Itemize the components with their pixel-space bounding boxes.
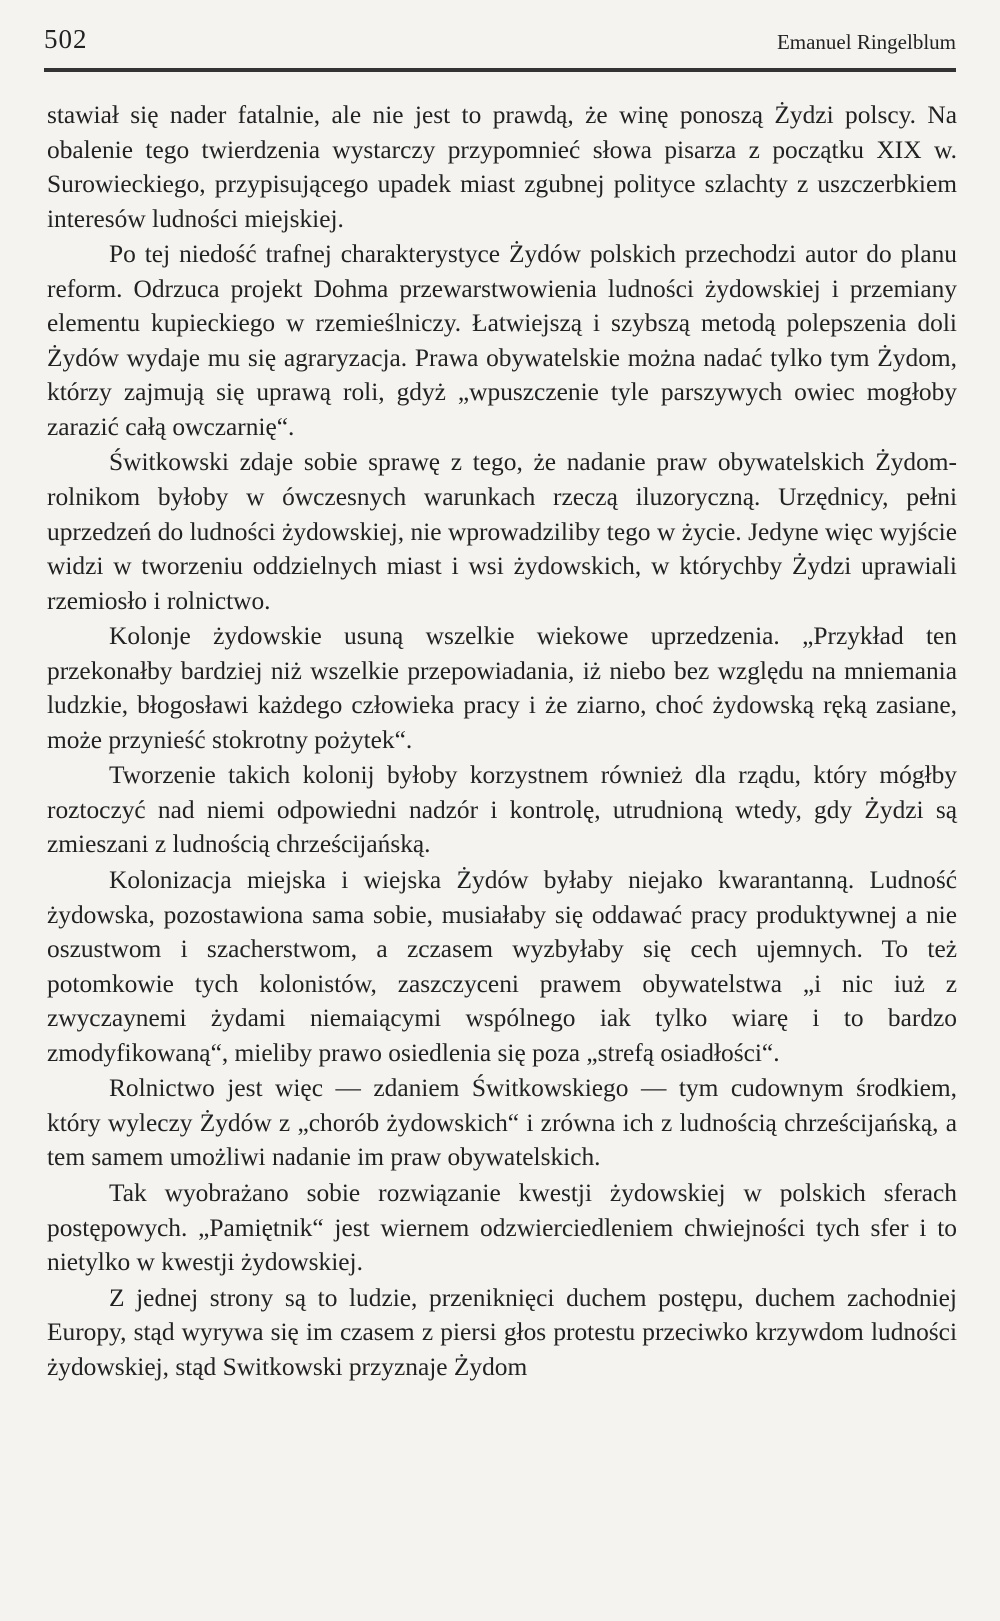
page-number: 502 bbox=[44, 24, 88, 54]
paragraph: stawiał się nader fatalnie, ale nie jest to prawdą, że winę ponoszą Żydzi polscy. Na obalenie tego twierdzenia wystarczy przypomnieć słowa pisarza z początku XIX w. Surowieckiego, przypisującego upadek miast zgubnej polityce szlachty z uszczerbkiem interesów ludności miejskiej. bbox=[47, 101, 957, 233]
running-header bbox=[44, 20, 956, 64]
paragraph: Z jednej strony są to ludzie, przeniknięci duchem postępu, duchem zachodniej Europy, stąd wyrywa się im czasem z piersi głos protestu przeciwko krzywdom ludności żydowskiej, stąd Switkowski przyznaje Żydom bbox=[47, 1283, 957, 1381]
body-text bbox=[47, 98, 957, 1384]
paragraph: Świtkowski zdaje sobie sprawę z tego, że nadanie praw obywatelskich Żydom-rolnikom byłoby w ówczesnych warunkach rzeczą iluzoryczną. Urzędnicy, pełni uprzedzeń do ludności żydowskiej, nie wprowadziliby tego w życie. Jedyne więc wyjście widzi w tworzeniu oddzielnych miast i wsi żydowskich, w którychby Żydzi uprawiali rzemiosło i rolnictwo. bbox=[47, 448, 957, 615]
paragraph: Rolnictwo jest więc — zdaniem Świtkowskiego — tym cudownym środkiem, który wyleczy Żydów z „chorób żydowskich“ i zrówna ich z ludnością chrześcijańską, a tem samem umożliwi nadanie im praw obywatelskich. bbox=[47, 1074, 957, 1172]
paragraph: Tak wyobrażano sobie rozwiązanie kwestji żydowskiej w polskich sferach postępowych. „Pamiętnik“ jest wiernem odzwierciedleniem chwiejności tych sfer i to nietylko w kwestji żydowskiej. bbox=[47, 1178, 957, 1277]
paragraph: Po tej niedość trafnej charakterystyce Żydów polskich przechodzi autor do planu reform. Odrzuca projekt Dohma przewarstwowienia ludności żydowskiej i przemiany elementu kupieckiego w rzemieślniczy. Łatwiejszą i szybszą metodą polepszenia doli Żydów wydaje mu się agraryzacja. Prawa obywatelskie można nadać tylko tym Żydom, którzy zajmują się uprawą roli, gdyż „wpuszczenie tyle parszywych owiec mogłoby zarazić całą owczarnię“. bbox=[47, 240, 957, 441]
paragraph: Kolonizacja miejska i wiejska Żydów byłaby niejako kwarantanną. Ludność żydowska, pozostawiona sama sobie, musiałaby się oddawać pracy produktywnej a nie oszustwom i szacherstwom, a zczasem wyzbyłaby się cech ujemnych. To też potomkowie tych kolonistów, zaszczyceni prawem obywatelstwa „i nic iuż z zwyczaynemi żydami niemaiącymi wspólnego iak tylko wiarę i to bardzo zmodyfikowaną“, mieliby prawo osiedlenia się poza „strefą osiadłości“. bbox=[47, 866, 957, 1067]
running-header-author: Emanuel Ringelblum bbox=[776, 30, 956, 54]
paragraph: Tworzenie takich kolonij byłoby korzystnem również dla rządu, który mógłby roztoczyć nad niemi odpowiedni nadzór i kontrolę, utrudnioną wtedy, gdy Żydzi są zmieszani z ludnością chrześcijańską. bbox=[47, 761, 957, 859]
header-rule bbox=[44, 68, 956, 72]
paragraph: Kolonje żydowskie usuną wszelkie wiekowe uprzedzenia. „Przykład ten przekonałby bardziej niż wszelkie przepowiadania, iż niebo bez względu na mniemania ludzkie, błogosławi każdego człowieka pracy i że ziarno, choć żydowską ręką zasiane, może przynieść stokrotny pożytek“. bbox=[47, 622, 957, 754]
